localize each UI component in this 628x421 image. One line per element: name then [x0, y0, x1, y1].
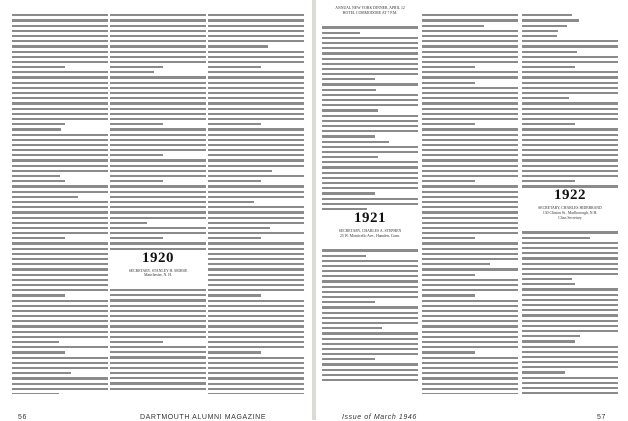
secretary-line: 25 W. Monticello Ave., Hamden, Conn.: [339, 233, 401, 238]
text-line: [12, 322, 108, 327]
text-line: [208, 156, 304, 161]
text-line: [322, 309, 418, 314]
text-line: [208, 348, 304, 353]
text-line: [522, 368, 618, 373]
text-line: [422, 380, 518, 385]
text-line: [522, 131, 618, 136]
text-line: [12, 239, 108, 244]
text-line: [522, 99, 618, 104]
text-line: [110, 156, 206, 161]
text-line: [110, 182, 206, 187]
text-line: [422, 182, 518, 187]
text-line: [422, 291, 518, 296]
text-line: [422, 385, 518, 390]
text-line: [522, 177, 618, 182]
text-line-bar: [208, 393, 304, 394]
text-line: [522, 48, 618, 53]
class-secretary-header: [522, 206, 618, 220]
text-line: [12, 208, 108, 213]
magazine-title: DARTMOUTH ALUMNI MAGAZINE: [140, 414, 267, 421]
text-line: [322, 195, 418, 200]
text-line: [322, 29, 418, 34]
right-column-3: [522, 6, 618, 394]
announcement-line: HOTEL COMMODORE AT 7 P.M.: [342, 10, 398, 15]
class-year-heading: 1920: [142, 249, 174, 266]
text-line: [422, 22, 518, 27]
text-line: [208, 99, 304, 104]
text-line: [12, 42, 108, 47]
text-line: [322, 138, 418, 143]
text-line: [110, 105, 206, 110]
text-line: [12, 380, 108, 385]
text-line: [522, 317, 618, 322]
announcement-line: ANNUAL NEW YORK DINNER, APRIL 12: [335, 6, 405, 10]
text-line: [12, 291, 108, 296]
left-column-3: [208, 6, 304, 394]
secretary-line: SECRETARY, CHARLES A. STEPHEN: [338, 228, 402, 233]
text-line: [208, 374, 304, 379]
text-line: [110, 99, 206, 104]
text-line: [12, 22, 108, 27]
text-line: [208, 182, 304, 187]
text-line: [422, 322, 518, 327]
secretary-line: Manchester, N. H.: [144, 273, 172, 278]
left-column-2: [110, 6, 206, 394]
left-page-number: 56: [18, 414, 27, 421]
text-line: [422, 48, 518, 53]
text-line-bar: [422, 393, 518, 394]
text-line: [208, 214, 304, 219]
right-column-2: [422, 6, 518, 394]
text-line: [110, 131, 206, 136]
text-line: [12, 16, 108, 21]
text-line-bar: [322, 379, 418, 381]
text-line: [110, 208, 206, 213]
text-line: [12, 348, 108, 353]
text-line: [12, 156, 108, 161]
text-line: [422, 131, 518, 136]
text-line: [12, 271, 108, 276]
right-page: [316, 0, 628, 420]
text-line: [12, 265, 108, 270]
text-line: [322, 106, 418, 111]
text-line: [208, 125, 304, 130]
secretary-line: SECRETARY, STANLEY H. MORSE: [128, 268, 188, 273]
text-line: [110, 73, 206, 78]
text-line: [208, 380, 304, 385]
text-line: [12, 48, 108, 53]
text-line: [322, 189, 418, 194]
text-line: [422, 374, 518, 379]
text-line: [422, 42, 518, 47]
class-year-heading: 1921: [354, 209, 386, 226]
text-line: [12, 182, 108, 187]
text-line: [208, 322, 304, 327]
class-year-heading: 1922: [554, 187, 586, 204]
text-line: [322, 303, 418, 308]
text-line: [522, 259, 618, 264]
text-line: [422, 125, 518, 130]
text-line: [208, 22, 304, 27]
text-line: [12, 105, 108, 110]
text-line: [12, 125, 108, 130]
text-line: [422, 239, 518, 244]
text-line: [12, 99, 108, 104]
text-line: [422, 188, 518, 193]
text-line: [110, 239, 206, 244]
text-line: [422, 99, 518, 104]
text-line: [110, 22, 206, 27]
text-line: [522, 234, 618, 239]
text-line: [208, 291, 304, 296]
text-line: [110, 328, 206, 333]
text-line: [322, 335, 418, 340]
text-line: [110, 302, 206, 307]
text-line: [12, 214, 108, 219]
text-line: [208, 105, 304, 110]
text-line: [422, 348, 518, 353]
text-line: [522, 156, 618, 161]
right-column-1: [322, 6, 418, 394]
text-line-bar: [12, 393, 59, 394]
text-line: [522, 125, 618, 130]
text-line: [208, 73, 304, 78]
text-line: [322, 49, 418, 54]
text-line: [522, 342, 618, 347]
text-line: [208, 297, 304, 302]
text-line: [522, 311, 618, 316]
text-line-bar: [110, 388, 206, 390]
text-line: [322, 55, 418, 60]
text-line: [110, 379, 206, 384]
text-line: [12, 374, 108, 379]
text-line: [422, 214, 518, 219]
text-line: [208, 131, 304, 136]
text-line: [322, 360, 418, 365]
text-line: [208, 208, 304, 213]
text-line: [208, 385, 304, 390]
text-line: [208, 354, 304, 359]
text-line: [522, 73, 618, 78]
dinner-announcement: [322, 6, 418, 15]
text-line: [208, 265, 304, 270]
text-line: [110, 42, 206, 47]
text-line: [12, 73, 108, 78]
issue-date: Issue of March 1946: [342, 414, 417, 421]
text-line: [110, 322, 206, 327]
text-line: [322, 163, 418, 168]
text-line: [422, 105, 518, 110]
text-line: [208, 16, 304, 21]
text-line: [322, 252, 418, 257]
text-line: [208, 188, 304, 193]
text-line: [208, 48, 304, 53]
text-line: [422, 208, 518, 213]
text-line: [322, 371, 418, 376]
text-line: [522, 285, 618, 290]
text-line: [110, 188, 206, 193]
text-line: [522, 105, 618, 110]
class-secretary-header: [110, 269, 206, 278]
secretary-line: SECRETARY, CHARLES HIDEBRAND: [538, 206, 602, 211]
text-line: [110, 48, 206, 53]
text-line: [110, 296, 206, 301]
text-line: [422, 297, 518, 302]
text-line: [110, 16, 206, 21]
left-column-1: [12, 6, 108, 394]
text-line: [208, 271, 304, 276]
text-line: [12, 131, 108, 136]
text-line: [208, 42, 304, 47]
text-line: [322, 112, 418, 117]
text-line: [12, 354, 108, 359]
text-line: [110, 353, 206, 358]
text-line: [208, 239, 304, 244]
right-page-number: 57: [597, 414, 606, 421]
text-line: [322, 277, 418, 282]
text-line: [322, 329, 418, 334]
secretary-line: Class Secretary: [558, 215, 582, 220]
text-line: [422, 156, 518, 161]
text-line: [422, 354, 518, 359]
class-secretary-header: [322, 229, 418, 238]
text-line: [422, 271, 518, 276]
text-line: [110, 125, 206, 130]
left-page: [0, 0, 312, 420]
text-line: [12, 297, 108, 302]
secretary-line: 130 Clinton St., Marlborough, N.H.: [542, 210, 598, 215]
